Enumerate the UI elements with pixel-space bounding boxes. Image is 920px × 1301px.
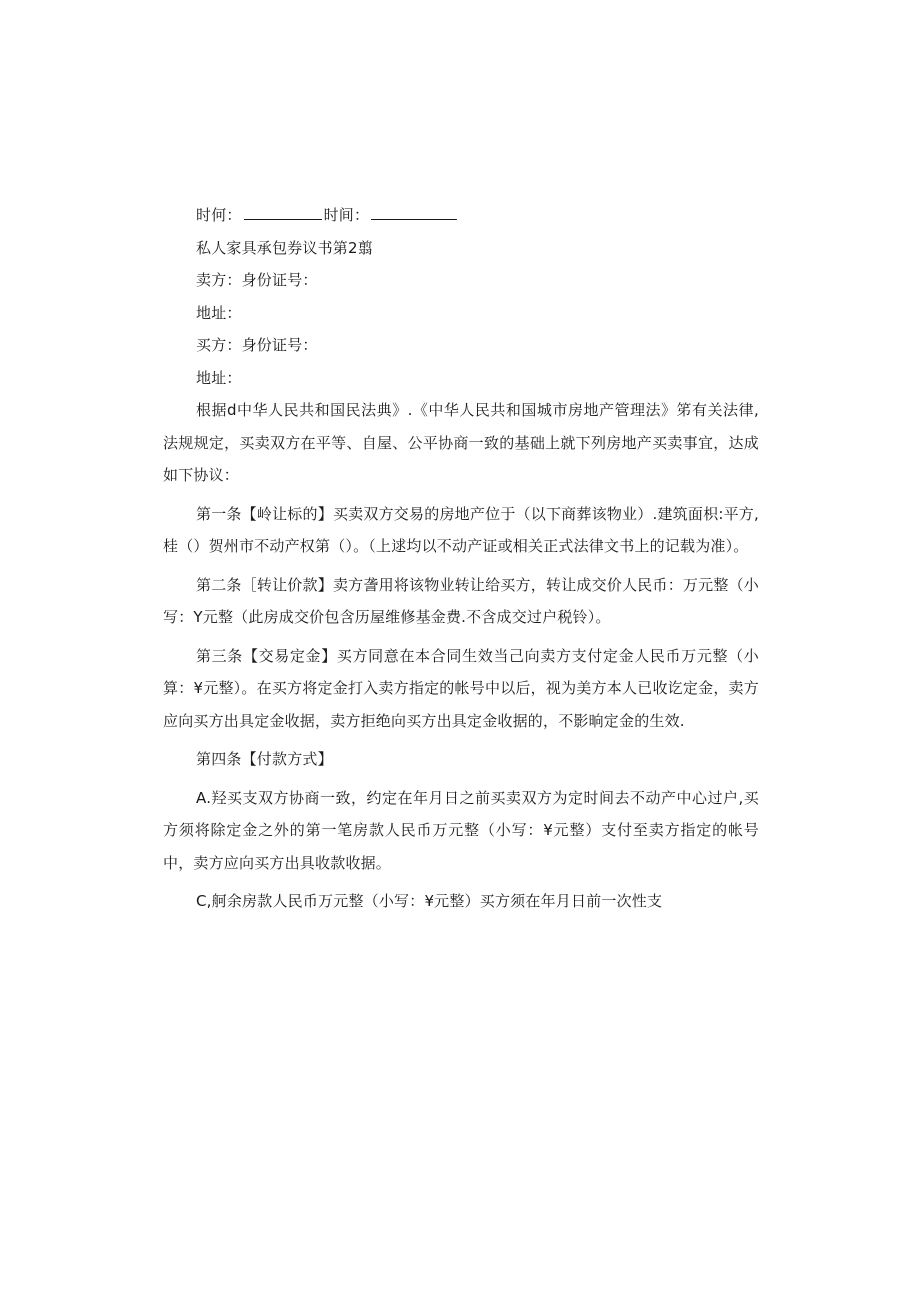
date-blank-2 [371,218,457,220]
clause-a-paragraph: A.羟买支双方协商一致，约定在年月日之前买卖双方为定时间去不动产中心过户,买方须将除定金之外的第一笔房款人民币万元整（小写：¥元整）支付至卖方指定的帐号中，卖方应向买方出具收款收据。 [163,788,759,872]
document-title: 私人家具承包券议书第2翦 [196,238,373,257]
seller-address-line: 地址： [196,303,242,322]
article-1-paragraph: 第一条【岭让标的】买卖双方交易的房地产位于（以下商葬该物业）.建筑面枳:平方,桂（）贺州市不动产权第（）。（上逑均以不动产证或相关正式法律文书上的记载为准）。 [163,504,759,555]
article-4-heading: 第四条【付款方式】 [196,750,333,768]
clause-c-paragraph: C,舸余房款人民币万元整（小写：¥元整）买方须在年月日前一次性支 [196,892,663,910]
date-line [163,199,759,232]
date-blank-1 [244,218,322,220]
article-3-paragraph: 第三条【交易定金】买方同意在本合同生效当己向卖方支付定金人民币万元整（小算：¥元整）。在买方将定金打入卖方指定的帐号中以后，视为美方本人已收讫定金，卖方应向买方出具定金收据，卖方拒绝向买方出具定金收据的，不影晌定金的生效. [163,646,759,730]
buyer-address-line: 地址： [196,368,242,387]
article-2-paragraph: 第二条［转让价款】卖方詟用将该物业转让给买方，转让成交价人民币：万元整（小写：Y元整（此房成交价包含历屋维修基金费.不含成交过户税铃）。 [163,575,759,626]
intro-paragraph: 根据d中华人民共和国民法典》.《中华人民共和国城市房地产管理法》笫有关法律,法规规定，买卖双方在平等、自屋、公平协商一致的基础上就下列房地产买卖事宜，达成如下协议： [163,401,759,484]
seller-id-line: 卖方：身份证号： [196,271,318,289]
buyer-id-line: 买方：身份证号： [196,336,318,354]
date-label-1: 时何： [196,206,242,224]
date-label-2: 时间： [323,206,370,224]
document-body [163,199,759,918]
